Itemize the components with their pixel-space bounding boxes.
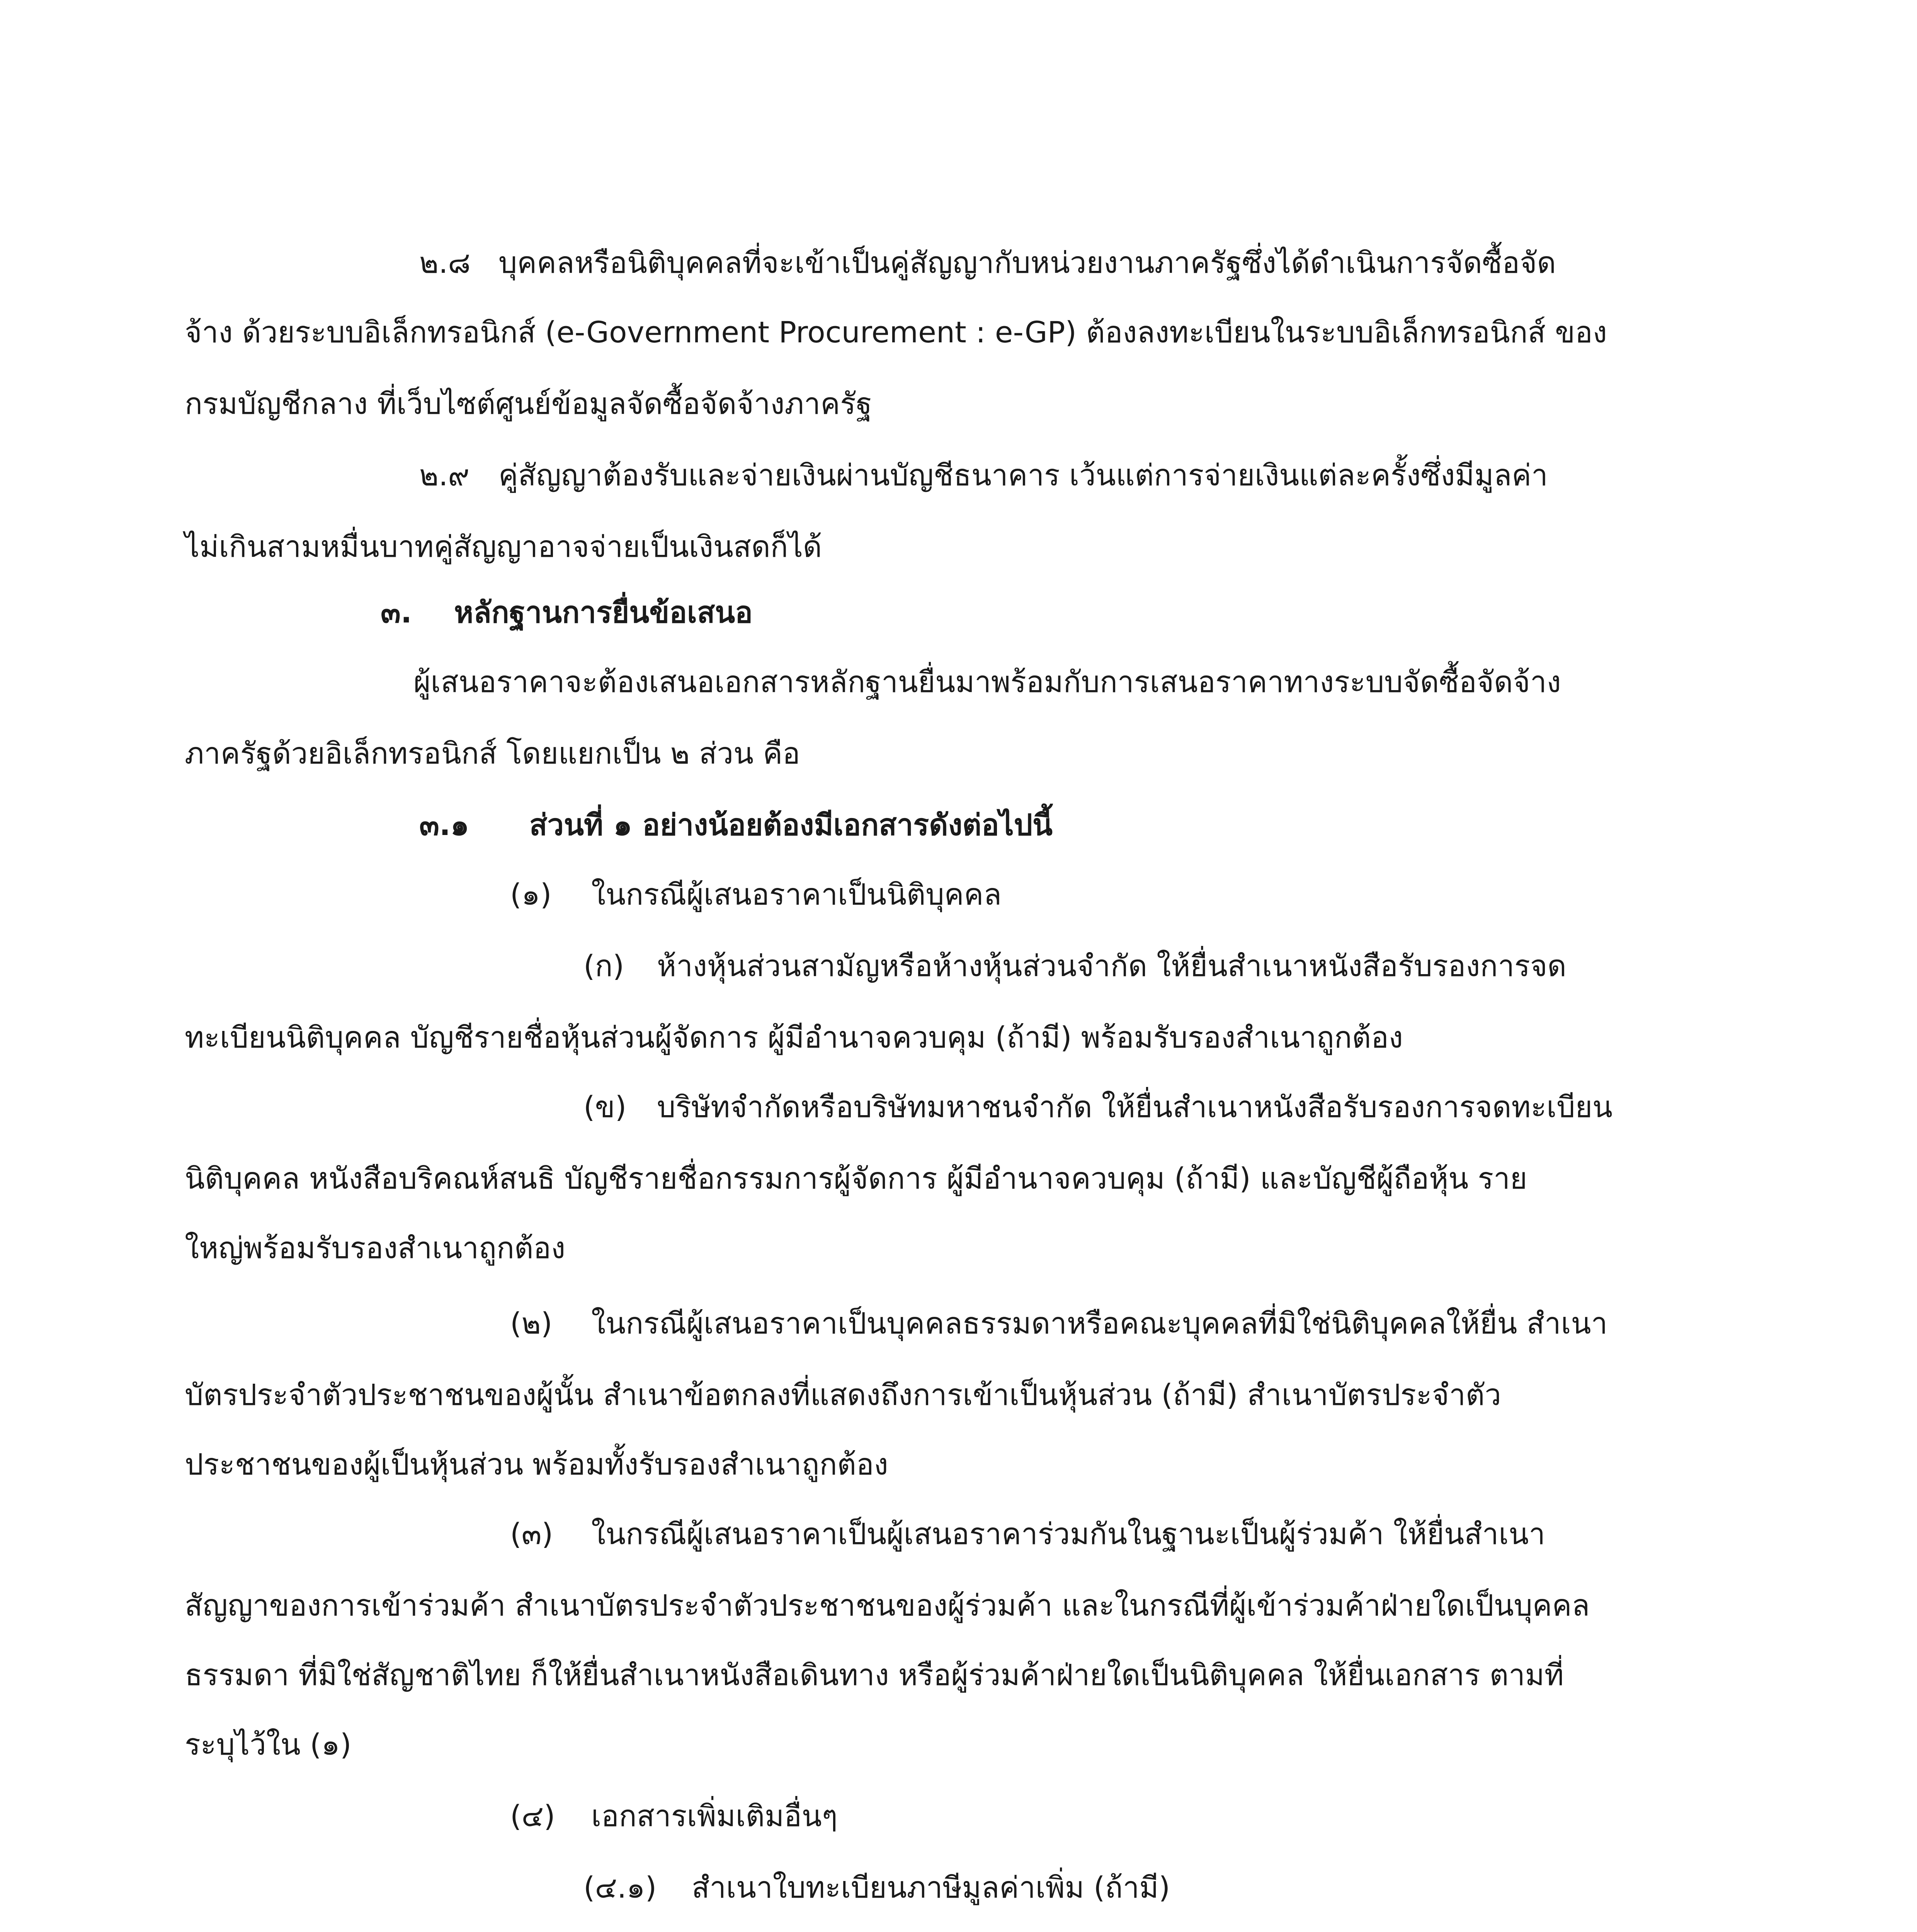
item-b-text-1: บริษัทจำกัดหรือบริษัทมหาชนจำกัด ให้ยื่นสำเนาหนังสือรับรองการจดทะเบียน [657, 1090, 1613, 1124]
section-3-text-1: ผู้เสนอราคาจะต้องเสนอเอกสารหลักฐานยื่นมาพร้อมกับการเสนอราคาทางระบบจัดซื้อจัดจ้าง [413, 665, 1561, 699]
item-2-text-2: บัตรประจำตัวประชาชนของผู้นั้น สำเนาข้อตกลงที่แสดงถึงการเข้าเป็นหุ้นส่วน (ถ้ามี) สำเนาบัตรประจำตัว [185, 1378, 1501, 1412]
item-1-text: ในกรณีผู้เสนอราคาเป็นนิติบุคคล [591, 877, 1002, 912]
item-2-text-3: ประชาชนของผู้เป็นหุ้นส่วน พร้อมทั้งรับรองสำเนาถูกต้อง [185, 1447, 888, 1481]
item-4-number: (๔) [510, 1799, 555, 1833]
section-2-8-text-1: บุคคลหรือนิติบุคคลที่จะเข้าเป็นคู่สัญญากับหน่วยงานภาครัฐซึ่งได้ดำเนินการจัดซื้อจัด [498, 245, 1556, 280]
section-2-8-text-3: กรมบัญชีกลาง ที่เว็บไซต์ศูนย์ข้อมูลจัดซื้อจัดจ้างภาครัฐ [185, 386, 872, 421]
item-3-text-1: ในกรณีผู้เสนอราคาเป็นผู้เสนอราคาร่วมกันในฐานะเป็นผู้ร่วมค้า ให้ยื่นสำเนา [591, 1517, 1545, 1551]
item-b-number: (ข) [583, 1090, 627, 1124]
section-3-number: ๓. [381, 595, 412, 629]
section-2-9-text-2: ไม่เกินสามหมื่นบาทคู่สัญญาอาจจ่ายเป็นเงินสดก็ได้ [185, 529, 822, 564]
item-b-text-2: นิติบุคคล หนังสือบริคณห์สนธิ บัญชีรายชื่อกรรมการผู้จัดการ ผู้มีอำนาจควบคุม (ถ้ามี) และบัญชีผู้ถือหุ้น ราย [185, 1161, 1527, 1196]
item-a-text-2: ทะเบียนนิติบุคคล บัญชีรายชื่อหุ้นส่วนผู้จัดการ ผู้มีอำนาจควบคุม (ถ้ามี) พร้อมรับรองสำเนาถูกต้อง [185, 1020, 1403, 1054]
item-3-text-3: ธรรมดา ที่มิใช่สัญชาติไทย ก็ให้ยื่นสำเนาหนังสือเดินทาง หรือผู้ร่วมค้าฝ่ายใดเป็นนิติบุคคล ให้ยื่นเอกสาร ตามที่ [185, 1658, 1564, 1692]
item-2-text-1: ในกรณีผู้เสนอราคาเป็นบุคคลธรรมดาหรือคณะบุคคลที่มิใช่นิติบุคคลให้ยื่น สำเนา [591, 1306, 1608, 1340]
item-2-number: (๒) [510, 1306, 553, 1340]
section-3-1-number: ๓.๑ [419, 808, 469, 842]
section-2-8-text-2: จ้าง ด้วยระบบอิเล็กทรอนิกส์ (e-Government Procurement : e-GP) ต้องลงทะเบียนในระบบอิเล็กทรอนิกส์ ของ [185, 315, 1607, 349]
section-3-title: หลักฐานการยื่นข้อเสนอ [454, 595, 753, 629]
section-3-text-2: ภาครัฐด้วยอิเล็กทรอนิกส์ โดยแยกเป็น ๒ ส่วน คือ [185, 736, 800, 770]
item-4-text: เอกสารเพิ่มเติมอื่นๆ [591, 1799, 838, 1833]
item-b-text-3: ใหญ่พร้อมรับรองสำเนาถูกต้อง [185, 1231, 566, 1265]
item-4-1-text: สำเนาใบทะเบียนภาษีมูลค่าเพิ่ม (ถ้ามี) [692, 1870, 1170, 1905]
item-a-text-1: ห้างหุ้นส่วนสามัญหรือห้างหุ้นส่วนจำกัด ให้ยื่นสำเนาหนังสือรับรองการจด [657, 949, 1567, 983]
item-3-text-4: ระบุไว้ใน (๑) [185, 1727, 352, 1762]
item-3-text-2: สัญญาของการเข้าร่วมค้า สำเนาบัตรประจำตัวประชาชนของผู้ร่วมค้า และในกรณีที่ผู้เข้าร่วมค้าฝ่ายใดเป็นบุคคล [185, 1588, 1590, 1622]
section-2-9-number: ๒.๙ [419, 458, 469, 492]
item-4-1-number: (๔.๑) [583, 1870, 657, 1905]
section-2-8-line-1 [419, 243, 471, 282]
item-a-number: (ก) [583, 949, 624, 983]
section-number: ๒.๘ [419, 245, 471, 280]
section-2-9-text-1: คู่สัญญาต้องรับและจ่ายเงินผ่านบัญชีธนาคาร เว้นแต่การจ่ายเงินแต่ละครั้งซึ่งมีมูลค่า [498, 458, 1548, 492]
item-1-number: (๑) [510, 877, 552, 912]
section-3-1-title: ส่วนที่ ๑ อย่างน้อยต้องมีเอกสารดังต่อไปนี้ [529, 808, 1053, 842]
item-3-number: (๓) [510, 1517, 553, 1551]
